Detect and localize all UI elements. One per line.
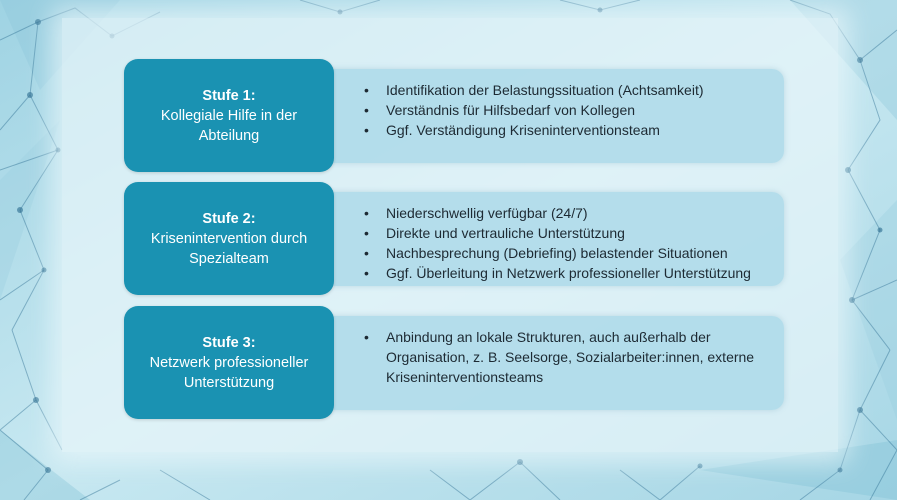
bullet-item: • Verständnis für Hilfsbedarf von Kollegen <box>362 100 704 120</box>
level-2-stage-box <box>124 182 334 295</box>
bullet-item: • Direkte und vertrauliche Unterstützung <box>362 223 751 243</box>
level-3-stage-label: Stufe 3: <box>202 334 256 351</box>
bullet-item: • Identifikation der Belastungssituation (Achtsamkeit) <box>362 80 704 100</box>
bullet-item: • Niederschwellig verfügbar (24/7) <box>362 203 751 223</box>
level-1-stage-label: Stufe 1: <box>202 87 256 104</box>
level-2 <box>124 182 784 295</box>
level-2-title: Krisenintervention durch Spezialteam <box>150 230 308 267</box>
level-2-bullet-list <box>362 203 751 283</box>
level-2-stage-label: Stufe 2: <box>202 210 256 227</box>
level-1-title: Kollegiale Hilfe in der Abteilung <box>160 107 298 144</box>
bullet-item: • Ggf. Überleitung in Netzwerk professioneller Unterstützung <box>362 263 751 283</box>
level-3-title: Netzwerk professioneller Unterstützung <box>149 354 309 391</box>
level-1 <box>124 59 784 172</box>
level-3 <box>124 306 784 419</box>
bullet-item: • Anbindung an lokale Strukturen, auch außerhalb der Organisation, z. B. Seelsorge, Sozialarbeiter:innen, externe Kriseninterventionsteams <box>362 327 762 387</box>
level-3-stage-box <box>124 306 334 419</box>
bullet-item: • Nachbesprechung (Debriefing) belastender Situationen <box>362 243 751 263</box>
level-1-stage-box <box>124 59 334 172</box>
bullet-item: • Ggf. Verständigung Kriseninterventionsteam <box>362 120 704 140</box>
level-3-bullet-list <box>362 327 762 387</box>
level-1-bullet-list <box>362 80 704 140</box>
